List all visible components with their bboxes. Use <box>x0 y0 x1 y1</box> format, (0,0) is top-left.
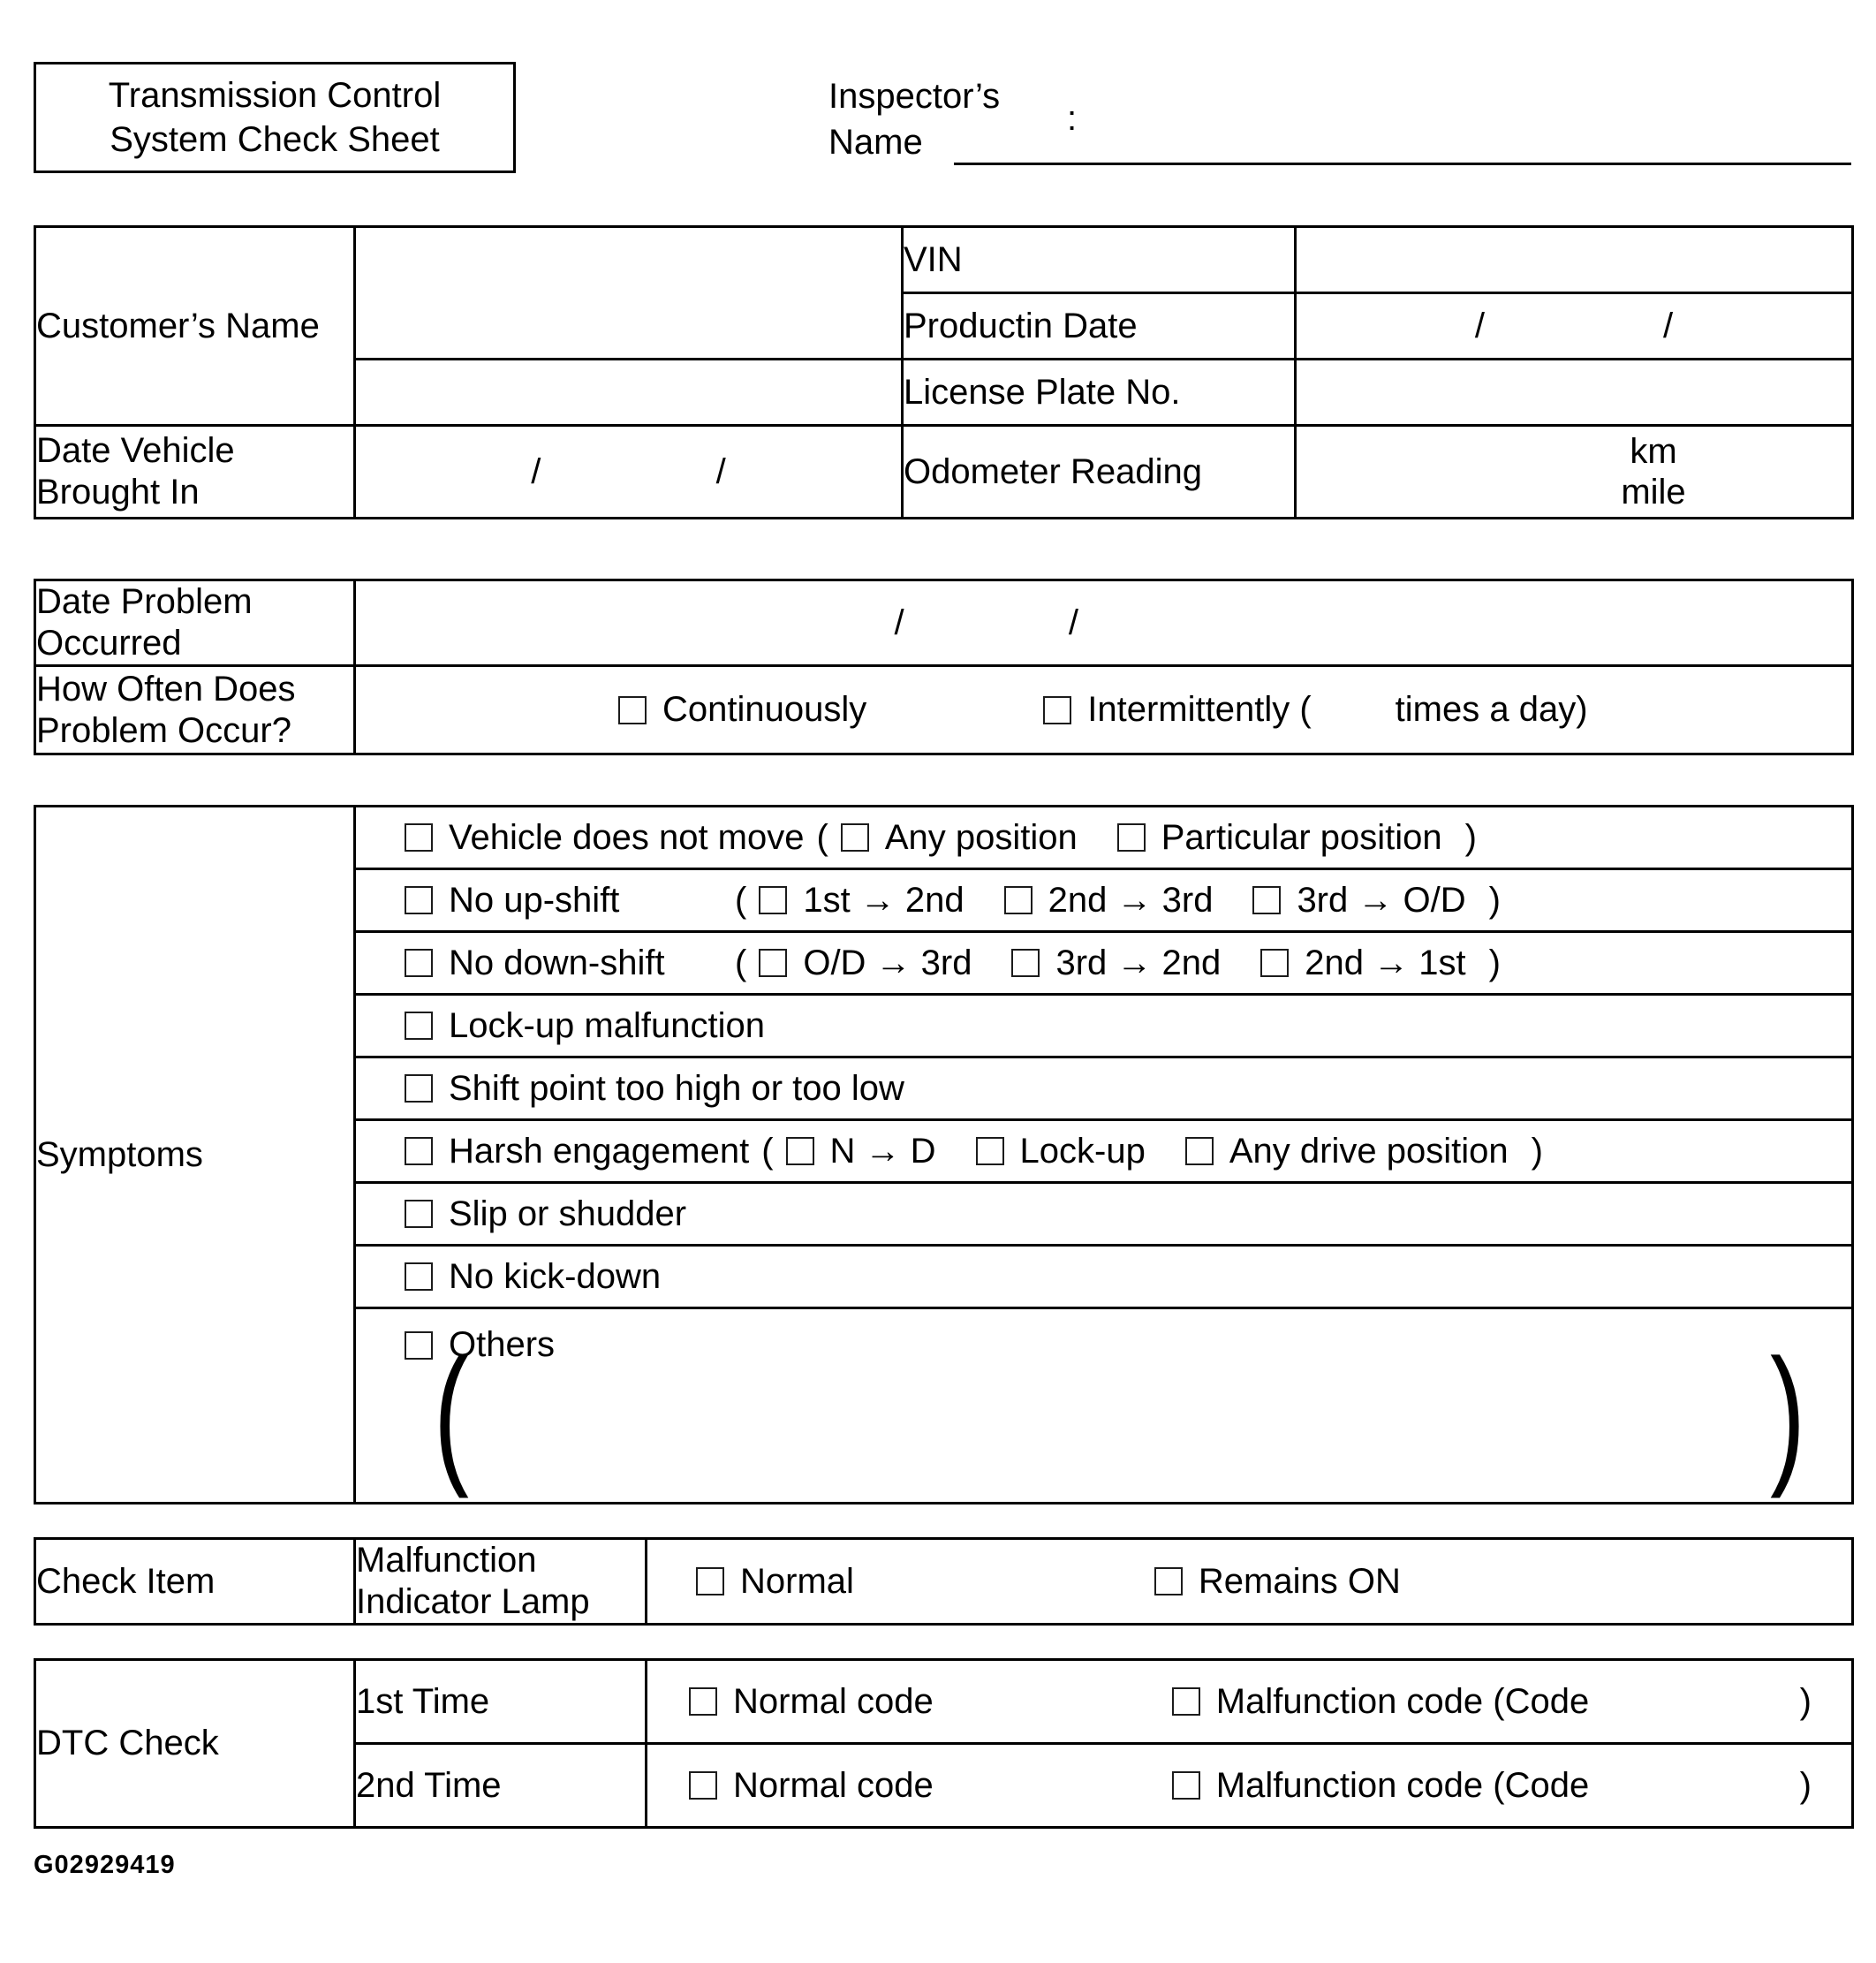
symptom-row-no-kick-down <box>355 1246 1853 1308</box>
date-vehicle-label-line2: Brought In <box>36 473 200 512</box>
symptom-row-vehicle-does-not-move <box>355 807 1853 869</box>
mil-remains-on-label: Remains ON <box>1198 1561 1401 1601</box>
form-title-line1: Transmission Control <box>108 76 442 115</box>
up-2nd-3rd-checkbox[interactable] <box>1004 886 1033 914</box>
any-position-checkbox[interactable] <box>841 823 869 852</box>
check-item-label-cell <box>35 1539 355 1625</box>
intermittently-checkbox[interactable] <box>1043 696 1071 724</box>
license-plate-value-cell[interactable] <box>1296 360 1853 426</box>
intermittently-label: Intermittently ( <box>1087 690 1312 729</box>
down-2nd-1st-label: 2nd → 1st <box>1305 943 1466 982</box>
dtc2-malfunction-code-checkbox[interactable] <box>1172 1771 1200 1800</box>
form-title-box <box>34 62 516 173</box>
dtc1-paren-close: ) <box>1799 1681 1812 1721</box>
mil-label-cell <box>355 1539 647 1625</box>
odometer-unit-km: km <box>1630 432 1677 471</box>
dtc2-malfunction-code-label: Malfunction code (Code <box>1215 1765 1590 1805</box>
particular-position-label: Particular position <box>1161 817 1442 857</box>
row1-paren-close: ) <box>1464 817 1477 857</box>
odometer-label-cell <box>903 426 1296 519</box>
dtc2-normal-code-checkbox[interactable] <box>689 1771 717 1800</box>
others-paren-close: ) <box>1770 1327 1805 1500</box>
any-drive-position-checkbox[interactable] <box>1185 1137 1214 1165</box>
symptom-row-shift-point <box>355 1057 1853 1120</box>
customer-name-label: Customer’s Name <box>36 306 320 345</box>
how-often-label-cell <box>35 666 355 754</box>
shift-point-checkbox[interactable] <box>405 1074 433 1103</box>
license-plate-label: License Plate No. <box>904 372 1181 412</box>
customer-info-table <box>34 225 1854 519</box>
others-label: Others <box>449 1325 556 1364</box>
mil-normal-checkbox[interactable] <box>696 1567 724 1595</box>
harsh-engagement-checkbox[interactable] <box>405 1137 433 1165</box>
symptoms-section-label: Symptoms <box>36 1134 203 1174</box>
symptom-row-no-down-shift <box>355 932 1853 995</box>
no-up-shift-checkbox[interactable] <box>405 886 433 914</box>
down-3rd-2nd-checkbox[interactable] <box>1011 949 1040 977</box>
row6-paren-close: ) <box>1531 1131 1543 1171</box>
row3-paren-open: ( <box>735 943 747 982</box>
others-checkbox[interactable] <box>405 1331 433 1360</box>
any-position-label: Any position <box>884 817 1078 857</box>
shift-point-label: Shift point too high or too low <box>449 1068 904 1108</box>
odometer-value-cell[interactable] <box>1296 426 1853 519</box>
symptom-row-no-up-shift <box>355 869 1853 932</box>
odometer-unit-mile: mile <box>1621 473 1686 512</box>
date-vehicle-label-cell <box>35 426 355 519</box>
dtc1-malfunction-code-checkbox[interactable] <box>1172 1687 1200 1716</box>
date-problem-value-cell[interactable] <box>355 580 1853 666</box>
lock-up-checkbox[interactable] <box>976 1137 1004 1165</box>
no-kick-down-label: No kick-down <box>449 1256 662 1296</box>
slip-or-shudder-checkbox[interactable] <box>405 1200 433 1228</box>
mil-options-cell <box>647 1539 1853 1625</box>
dtc-check-table <box>34 1658 1854 1829</box>
customer-name-label-cell <box>35 227 355 426</box>
row2-paren-open: ( <box>735 880 747 920</box>
how-often-label-line2: Problem Occur? <box>36 710 291 750</box>
lock-up-label: Lock-up <box>1019 1131 1146 1171</box>
dtc-first-time-label: 1st Time <box>356 1681 490 1721</box>
up-3rd-od-label: 3rd → O/D <box>1297 880 1466 920</box>
inspector-label-line1: Inspector’s <box>828 77 1001 116</box>
down-od-3rd-checkbox[interactable] <box>759 949 787 977</box>
date-problem-label-line1: Date Problem <box>36 582 253 621</box>
times-a-day-label: times a day) <box>1395 690 1588 729</box>
continuously-label: Continuously <box>662 690 867 729</box>
symptom-row-harsh-engagement <box>355 1120 1853 1183</box>
lock-up-malfunction-checkbox[interactable] <box>405 1012 433 1040</box>
dtc1-malfunction-code-label: Malfunction code (Code <box>1215 1681 1590 1721</box>
production-date-slash-1: / <box>1474 306 1486 345</box>
mil-label-line1: Malfunction <box>356 1541 537 1580</box>
dtc2-normal-code-label: Normal code <box>733 1765 934 1805</box>
no-up-shift-label: No up-shift <box>449 880 620 920</box>
up-2nd-3rd-label: 2nd → 3rd <box>1048 880 1214 920</box>
figure-code: G02929419 <box>34 1851 176 1879</box>
no-down-shift-label: No down-shift <box>449 943 665 982</box>
dtc-check-label-cell <box>35 1660 355 1828</box>
inspector-label-line2: Name <box>828 123 923 162</box>
dtc-check-label: DTC Check <box>36 1724 219 1762</box>
inspector-name-field[interactable] <box>954 163 1851 165</box>
production-date-label-cell <box>903 293 1296 360</box>
any-drive-position-label: Any drive position <box>1229 1131 1509 1171</box>
license-plate-label-cell <box>903 360 1296 426</box>
up-3rd-od-checkbox[interactable] <box>1252 886 1281 914</box>
dtc-second-time-options-cell <box>647 1744 1853 1828</box>
down-3rd-2nd-label: 3rd → 2nd <box>1055 943 1222 982</box>
form-title-line2: System Check Sheet <box>110 120 440 159</box>
up-1st-2nd-checkbox[interactable] <box>759 886 787 914</box>
production-date-label: Productin Date <box>904 306 1138 345</box>
symptoms-section-label-cell <box>35 807 355 1504</box>
slip-or-shudder-label: Slip or shudder <box>449 1194 687 1233</box>
harsh-engagement-label: Harsh engagement <box>449 1131 750 1171</box>
odometer-label: Odometer Reading <box>904 451 1202 491</box>
symptoms-table <box>34 805 1854 1504</box>
customer-name-value-cell-2[interactable] <box>355 360 903 426</box>
row1-paren-open: ( <box>816 817 828 857</box>
mil-label-line2: Indicator Lamp <box>356 1582 590 1621</box>
others-paren-open: ( <box>434 1327 469 1500</box>
dtc-second-time-label: 2nd Time <box>356 1765 502 1805</box>
date-problem-slash-1: / <box>894 603 904 642</box>
vin-value-cell[interactable] <box>1296 227 1853 293</box>
n-d-checkbox[interactable] <box>786 1137 814 1165</box>
no-down-shift-checkbox[interactable] <box>405 949 433 977</box>
mil-remains-on-checkbox[interactable] <box>1154 1567 1183 1595</box>
production-date-slash-2: / <box>1662 306 1674 345</box>
symptom-row-slip-or-shudder <box>355 1183 1853 1246</box>
check-item-table <box>34 1537 1854 1626</box>
lock-up-malfunction-label: Lock-up malfunction <box>449 1005 765 1045</box>
problem-occurrence-table <box>34 579 1854 755</box>
customer-name-value-cell[interactable] <box>355 227 903 360</box>
row6-paren-open: ( <box>761 1131 774 1171</box>
vehicle-does-not-move-label: Vehicle does not move <box>449 817 805 857</box>
date-vehicle-slash-1: / <box>531 451 541 491</box>
row2-paren-close: ) <box>1488 880 1501 920</box>
symptom-row-others <box>355 1308 1853 1504</box>
vin-label-cell <box>903 227 1296 293</box>
how-often-label-line1: How Often Does <box>36 669 296 709</box>
down-od-3rd-label: O/D → 3rd <box>803 943 972 982</box>
date-vehicle-label-line1: Date Vehicle <box>36 431 235 470</box>
how-often-options-cell <box>355 666 1853 754</box>
row3-paren-close: ) <box>1488 943 1501 982</box>
dtc-first-time-label-cell <box>355 1660 647 1744</box>
inspector-colon: : <box>1067 99 1078 138</box>
down-2nd-1st-checkbox[interactable] <box>1260 949 1289 977</box>
n-d-label: N → D <box>829 1131 936 1171</box>
dtc1-normal-code-checkbox[interactable] <box>689 1687 717 1716</box>
date-vehicle-slash-2: / <box>715 451 726 491</box>
dtc1-normal-code-label: Normal code <box>733 1681 934 1721</box>
date-problem-label-line2: Occurred <box>36 624 182 663</box>
date-vehicle-value-cell[interactable] <box>355 426 903 519</box>
mil-normal-label: Normal <box>740 1561 854 1601</box>
up-1st-2nd-label: 1st → 2nd <box>803 880 964 920</box>
continuously-checkbox[interactable] <box>618 696 647 724</box>
date-problem-slash-2: / <box>1068 603 1078 642</box>
vehicle-does-not-move-checkbox[interactable] <box>405 823 433 852</box>
no-kick-down-checkbox[interactable] <box>405 1262 433 1291</box>
check-item-label: Check Item <box>36 1561 216 1601</box>
dtc-first-time-options-cell <box>647 1660 1853 1744</box>
dtc-second-time-label-cell <box>355 1744 647 1828</box>
vin-label: VIN <box>904 239 963 279</box>
date-problem-label-cell <box>35 580 355 666</box>
particular-position-checkbox[interactable] <box>1117 823 1146 852</box>
production-date-value-cell[interactable] <box>1296 293 1853 360</box>
symptom-row-lock-up-malfunction <box>355 995 1853 1057</box>
dtc2-paren-close: ) <box>1799 1765 1812 1805</box>
